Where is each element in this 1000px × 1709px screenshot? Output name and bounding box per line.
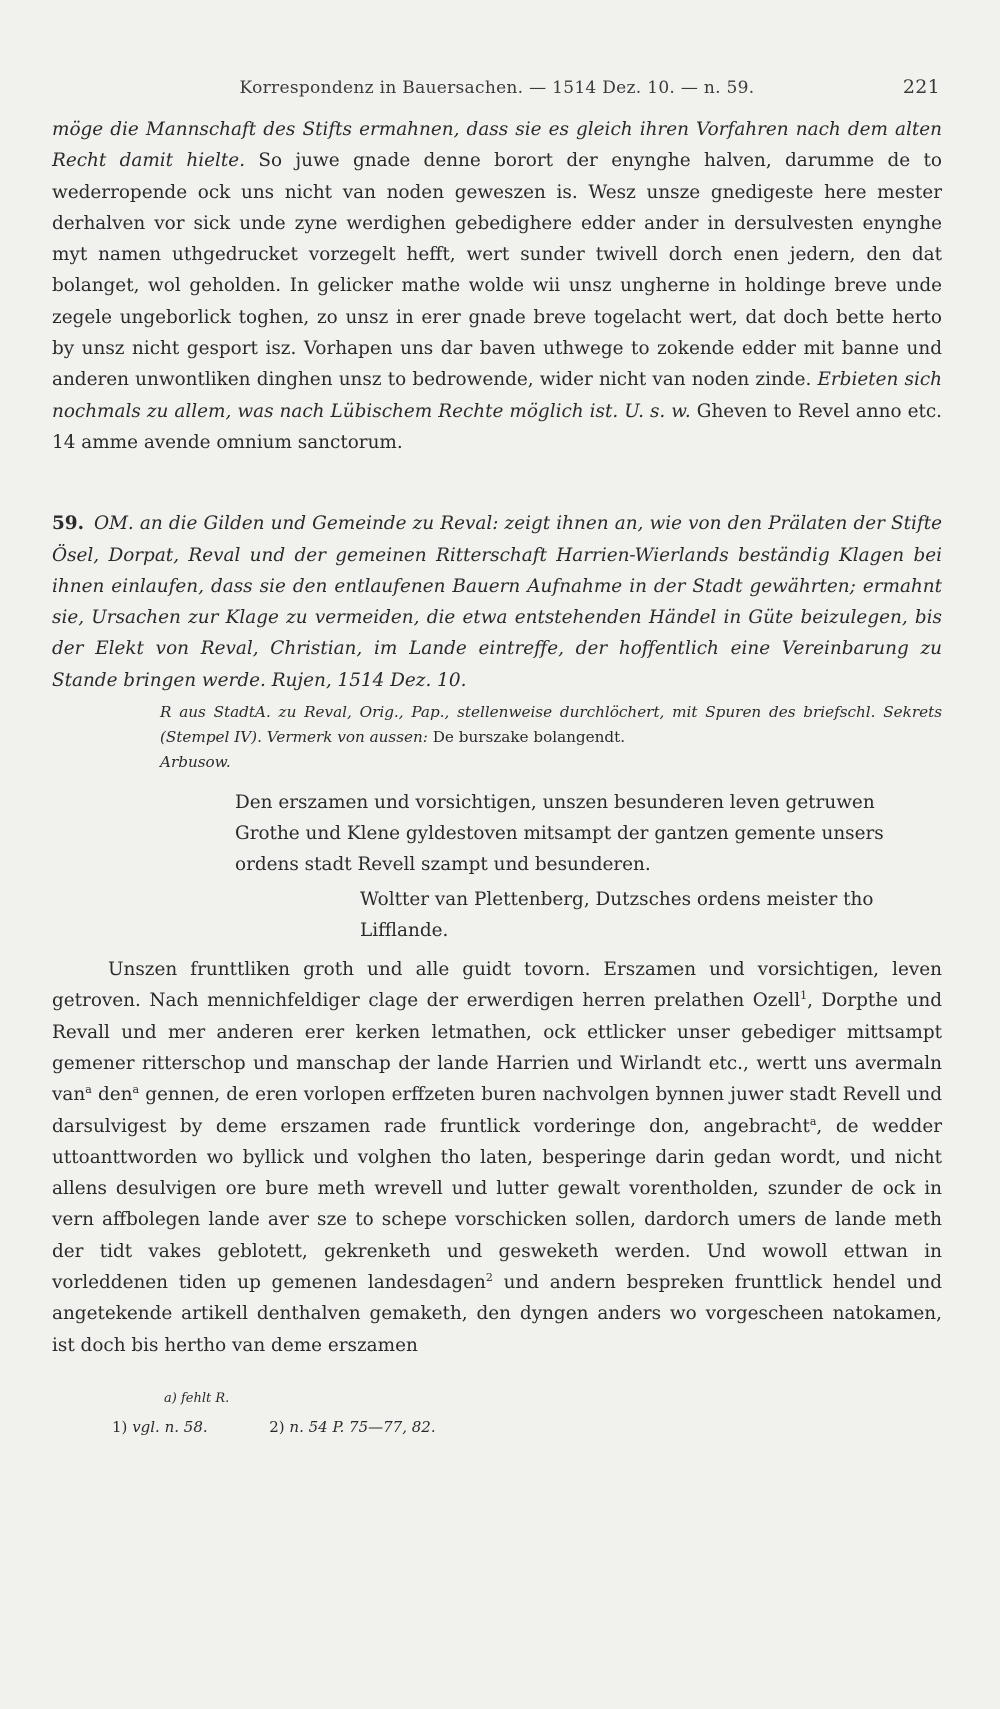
- page-number: 221: [902, 76, 940, 98]
- letter-text: gennen, de eren vorlopen erffzeten buren nachvolgen bynnen juwer stadt Revell und darsulvigest by deme erszamen rade fruntlick vorderinge don, angebracht: [52, 1084, 942, 1137]
- dating-clause: Gheven to Revel anno etc. 14 amme avende omnium sanctorum.: [52, 400, 942, 453]
- letter-address: Den erszamen und vorsichtigen, unszen besunderen leven getruwen Grothe und Klene gyldestoven mitsampt der gantzen gemente unsers ordens stadt Revell szampt und besunderen.: [235, 792, 884, 876]
- editorial-summary: Erbieten sich nochmals zu allem, was nach Lübischem Rechte möglich ist. U. s. w.: [52, 369, 942, 422]
- footnote-ref-a[interactable]: a: [809, 1114, 817, 1128]
- letter-body: [52, 954, 942, 1361]
- footnote-a: a) fehlt R.: [164, 1390, 230, 1406]
- running-head: [52, 78, 942, 112]
- footnote-ref-a[interactable]: a: [132, 1083, 140, 1097]
- running-title: Korrespondenz in Bauersachen. — 1514 Dez. 10. — n. 59.: [239, 78, 755, 98]
- endorsement: De burszake bolangendt.: [432, 728, 626, 747]
- regest-text: OM. an die Gilden und Gemeinde zu Reval: zeigt ihnen an, wie von den Prälaten der Stifte Ösel, Dorpat, Reval und der gemeinen Ritterschaft Harrien-Wierlands beständig Klagen bei ihnen einlaufen, dass sie den entlaufenen Bauern Aufnahme in der Stadt gewährten; ermahnt sie, Ursachen zur Klage zu vermeiden, die etwa entstehenden Händel in Güte beizulegen, bis der Elekt von Reval, Christian, im Lande eintreffe, der hoffentlich eine Vereinbarung zu Stande bringen werde. Rujen, 1514 Dez. 10.: [52, 513, 942, 691]
- footnote-1-mark: 1): [112, 1417, 128, 1436]
- document-regest: [52, 508, 942, 696]
- footnote-2-mark: 2): [269, 1417, 285, 1436]
- editor-name: Arbusow.: [160, 753, 231, 772]
- footnote-1-text: vgl. n. 58.: [132, 1417, 208, 1436]
- source-text: So juwe gnade denne borort der enynghe halven, darumme de to wederropende ock uns nicht van noden geweszen is. Wesz unsze gnedigeste here mester derhalven vor sick unde zyne werdighen gebedighere edder ander in dersulvesten enynghe myt namen uthgedrucket vorzegelt hefft, wert sunder twivell dorch enen jedern, den dat bolanget, wol geholden. In gelicker mathe wolde wii unsz ungherne in holdinge breve unde zegele ungeborlick toghen, zo unsz in erer gnade breve togelacht wert, dat doch bette herto by unsz nicht gesport isz. Vorhapen uns dar baven uthwege to zokende edder mit banne und anderen unwontliken dinghen unsz to bedrowende, wider nicht van noden zinde.: [52, 150, 942, 391]
- editorial-summary: möge die Mannschaft des Stifts ermahnen, dass sie es gleich ihren Vorfahren nach dem alten Recht damit hielte.: [52, 119, 942, 172]
- footnote-ref-1[interactable]: 1: [800, 989, 808, 1003]
- letter-text: , Dorpthe und Revall und mer anderen erer kerken letmathen, ock ettlicker unser gebediger mittsampt gemener ritterschop und manschap der lande Harrien und Wirlandt etc., wertt uns avermaln van: [52, 990, 943, 1106]
- footnote-ref-a[interactable]: a: [85, 1083, 92, 1097]
- letter-text: den: [91, 1084, 133, 1106]
- footnote-ref-2[interactable]: 2: [485, 1271, 493, 1285]
- source-description: R aus StadtA. zu Reval, Orig., Pap., stellenweise durchlöchert, mit Spuren des briefschl. Sekrets (Stempel IV). Vermerk von aussen:: [160, 703, 942, 747]
- footnote-2-text: n. 54 P. 75—77, 82.: [289, 1417, 436, 1436]
- footnote-line: [112, 1413, 942, 1441]
- letter-text: , de wedder uttoanttworden wo byllick und volghen tho laten, besperinge darin gedan wordt, und nicht allens desulvigen ore bure meth wrevell und lutter gewalt vorentholden, szunder de ock in vern affbolegen lande aver sze to schepe vorschicken sollen, dardorch umers de lande meth der tidt vakes geblotett, gekrenketh und gesweketh werden. Und wowoll ettwan in vorleddenen tiden up gemenen landesdagen: [52, 1115, 942, 1294]
- source-note: [160, 700, 942, 775]
- previous-document-ending: [52, 114, 942, 458]
- letter-text: Unszen frunttliken groth und alle guidt tovorn. Erszamen und vorsichtigen, leven getroven. Nach mennichfeldiger clage der erwerdigen herren prelathen Ozell: [52, 959, 942, 1012]
- letter-text: und andern bespreken frunttlick hendel und angetekende artikell denthalven gemaketh, den dyngen anders wo vorgescheen natokamen, ist doch bis hertho van deme erszamen: [52, 1272, 942, 1356]
- letter-sender: Woltter van Plettenberg, Dutzsches ordens meister tho Lifflande.: [360, 889, 874, 942]
- footnotes: [52, 1385, 942, 1441]
- document-number: 59.: [52, 513, 84, 535]
